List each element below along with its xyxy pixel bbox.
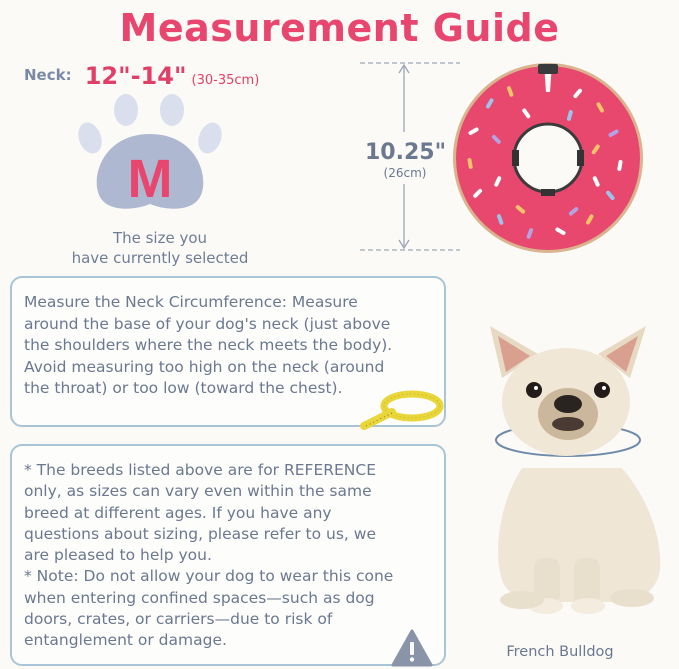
neck-value: 12"-14" [84,62,187,90]
size-caption-line2: have currently selected [71,249,249,267]
measure-line-4: Avoid measuring too high on the neck (around [24,357,385,376]
size-letter: M [127,149,173,209]
dimension-cm: (26cm) [383,166,427,180]
dimension-value: 10.25" [365,140,447,165]
note-line-7: when entering confined spaces—such as dog [24,588,375,607]
neck-label: Neck: [24,66,72,84]
size-caption-line1: The size you [112,229,208,247]
neck-size-row [24,62,259,90]
note-line-1: * The breeds listed above are for REFERENCE [24,461,377,479]
measure-line-2: around the base of your dog's neck (just above [24,314,391,333]
note-line-4: questions about sizing, please refer to us, we [24,524,376,543]
note-line-5: are pleased to help you. [24,546,212,565]
note-line-8: doors, crates, or carriers—due to risk of [24,610,333,629]
french-bulldog-image [462,318,674,618]
measuring-tape-icon [358,386,446,436]
note-line-6: * Note: Do not allow your dog to wear this cone [24,567,394,586]
page-title: Measurement Guide [119,6,560,50]
size-caption [40,228,280,268]
measure-line-5: the throat) or too low (toward the chest). [24,379,343,397]
dog-caption: French Bulldog [506,644,614,660]
note-line-2: only, as sizes can vary even within the same [24,482,372,501]
neck-cm: (30-35cm) [191,73,260,88]
note-line-9: entanglement or damage. [24,631,227,650]
donut-cone-image [448,58,648,258]
measure-line-1: Measure the Neck Circumference: Measure [24,293,358,311]
notes-box [10,444,446,666]
warning-icon [390,628,434,668]
measure-line-3: the shoulders where the neck meets the body). [24,336,393,354]
note-line-3: breed at different ages. If you have any [24,503,332,522]
paw-size-icon [76,92,226,222]
